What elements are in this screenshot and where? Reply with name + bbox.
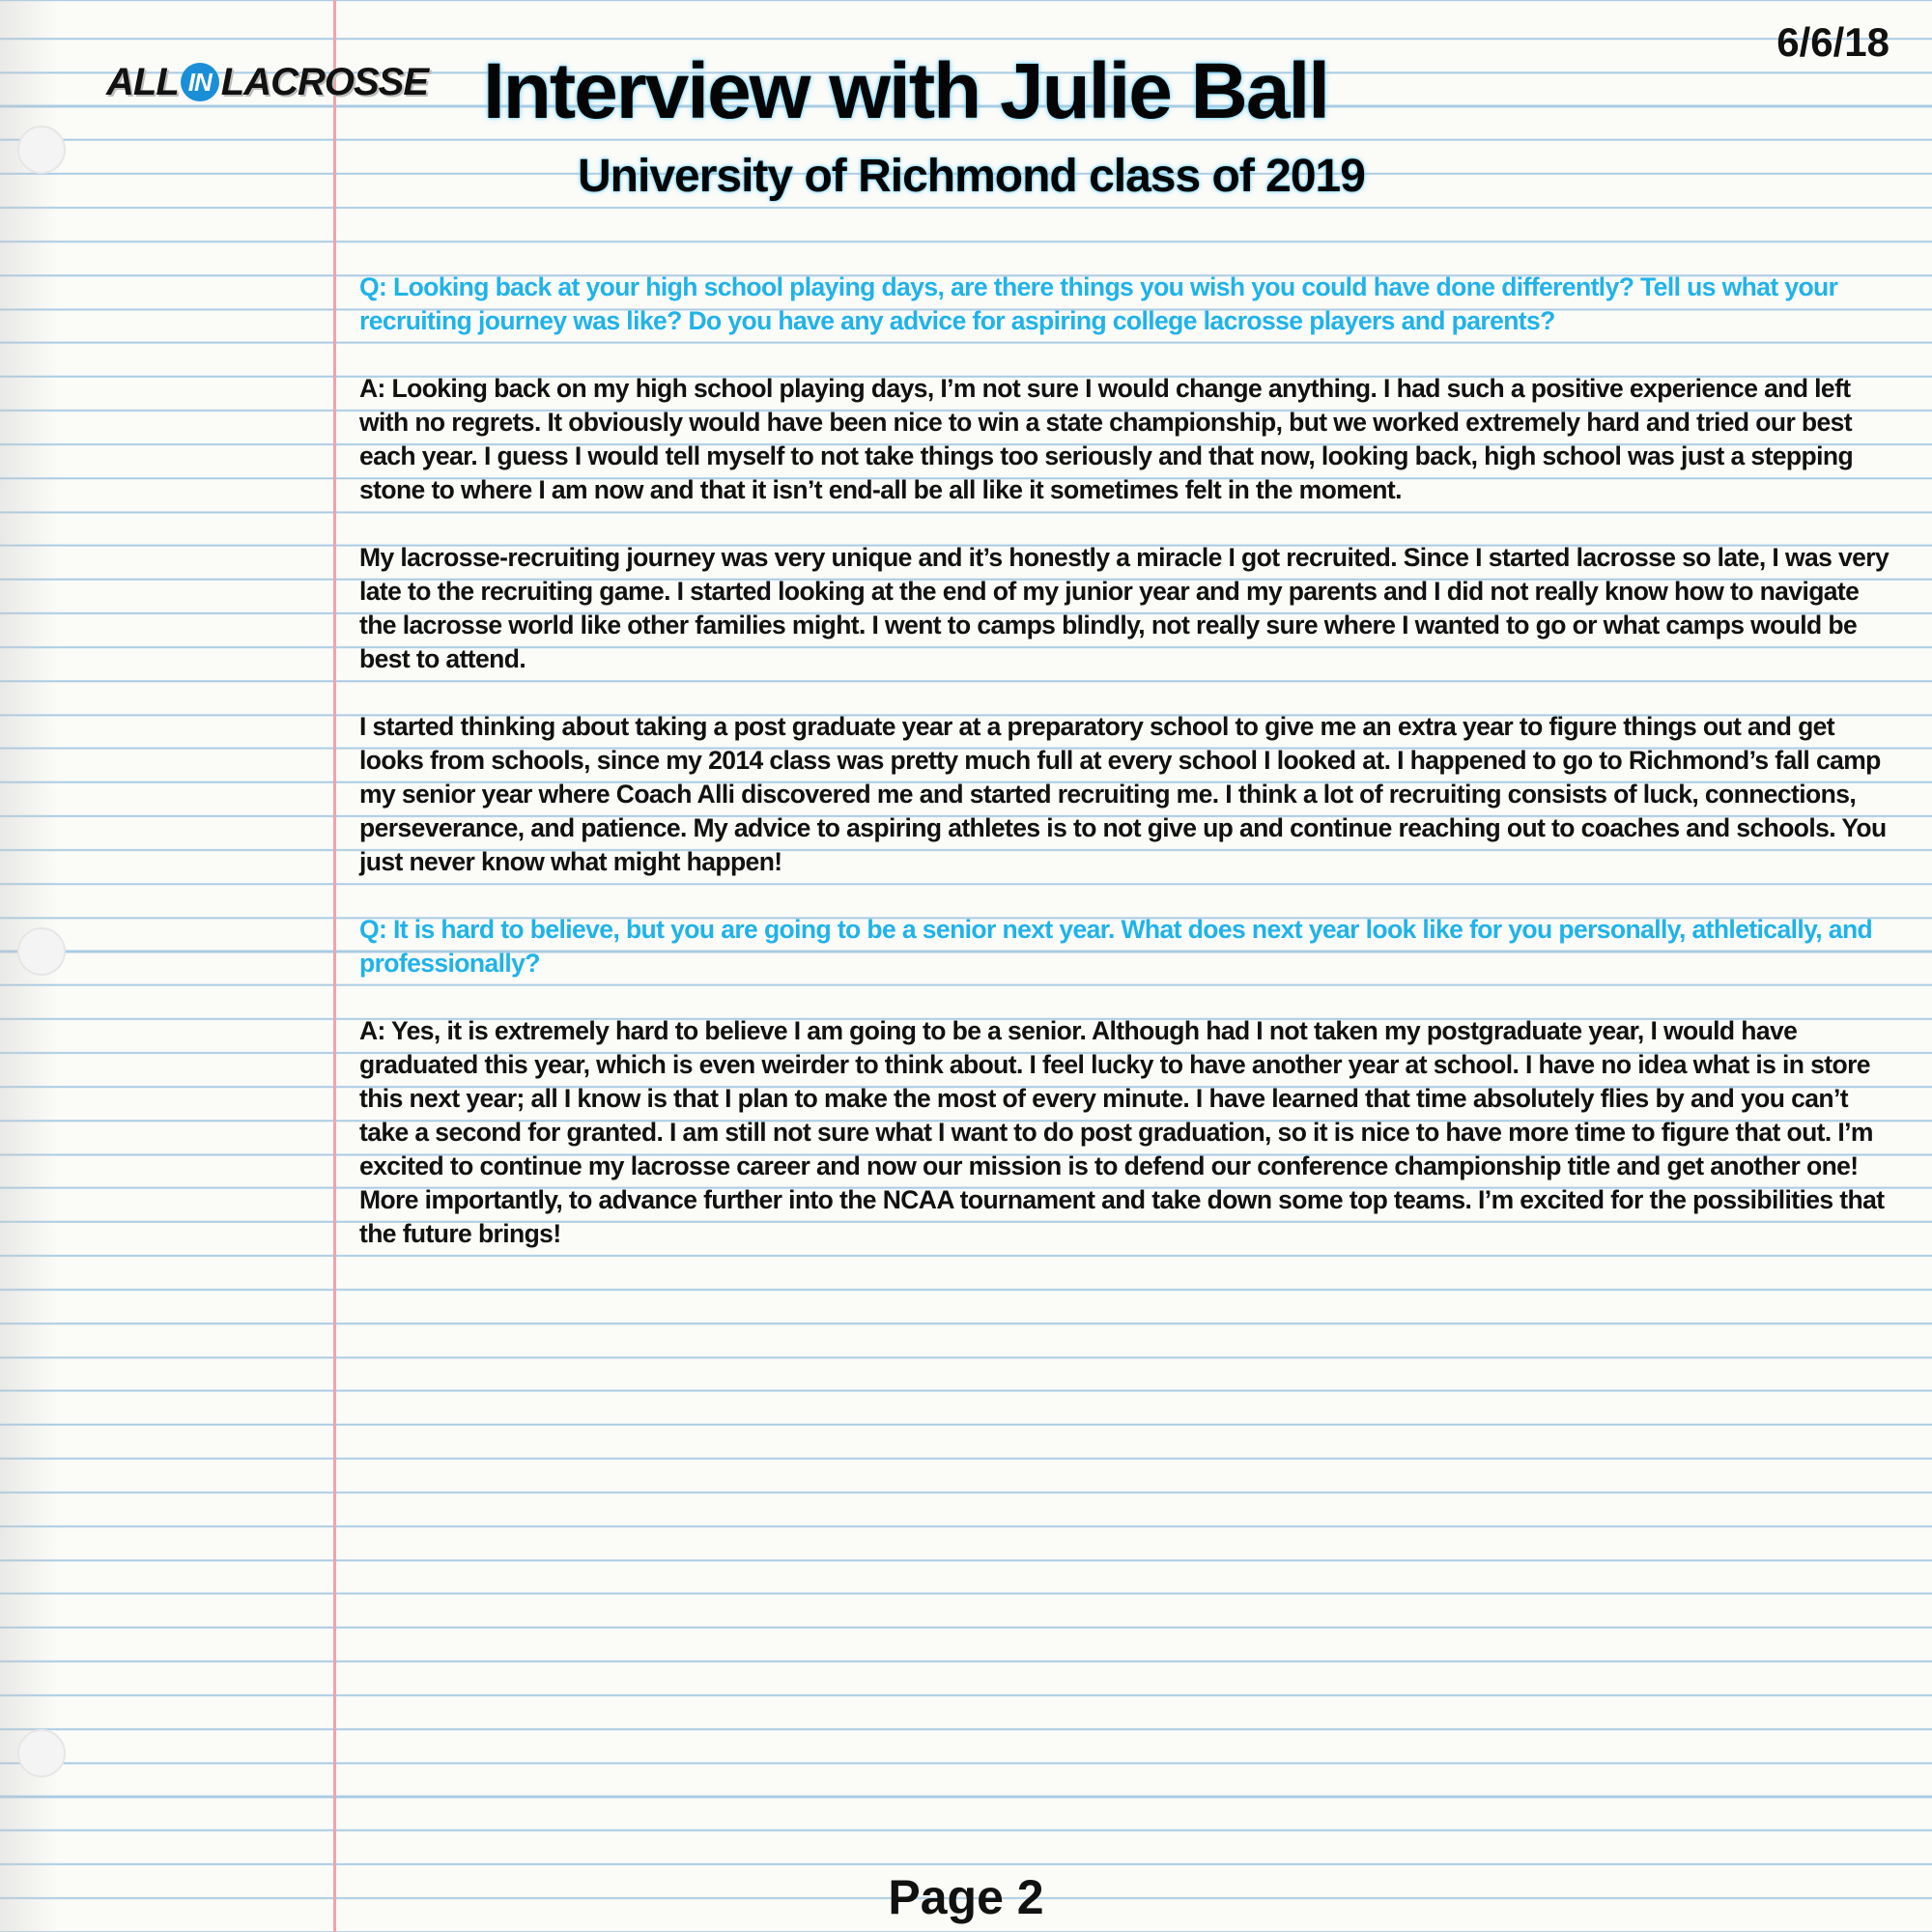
answer-paragraph: A: Looking back on my high school playing days, I’m not sure I would change anything. I had such a positive experience and left with no regrets. It obviously would have been nice to win a state championship, but we worked extremely hard and tried our best each year. I guess I would tell myself to not take things too seriously and that now, looking back, high school was just a stepping stone to where I am now and that it isn’t end-all be all like it sometimes felt in the moment. xyxy=(359,374,1854,504)
answer-paragraph: My lacrosse-recruiting journey was very unique and it’s honestly a miracle I got recruited. Since I started lacrosse so late, I was very late to the recruiting game. I started looking at the end of my junior year and my parents and I did not really know how to navigate the lacrosse world like other families might. I went to camps blindly, not really sure where I wanted to go or what camps would be best to attend. xyxy=(359,543,1889,673)
binder-hole xyxy=(17,126,66,174)
logo-text-right: LACROSSE xyxy=(220,60,429,103)
binder-hole xyxy=(17,927,66,976)
question-paragraph: Q: It is hard to believe, but you are going to be a senior next year. What does next year look like for you personally, athletically, and professionally? xyxy=(359,915,1873,978)
answer-paragraph: I started thinking about taking a post graduate year at a preparatory school to give me an extra year to figure things out and get looks from schools, since my 2014 class was pretty much full at every school I looked at. I happened to go to Richmond’s fall camp my senior year where Coach Alli discovered me and started recruiting me. I think a lot of recruiting consists of luck, connections, perseverance, and patience. My advice to aspiring athletes is to not give up and continue reaching out to coaches and schools. You just never know what might happen! xyxy=(359,712,1887,876)
margin-line xyxy=(333,0,336,1932)
logo-ball-icon: IN xyxy=(181,63,219,101)
date: 6/6/18 xyxy=(1776,19,1889,65)
binder-hole xyxy=(17,1729,66,1777)
answer-paragraph: A: Yes, it is extremely hard to believe I am going to be a senior. Although had I not taken my postgraduate year, I would have graduated this year, which is even weirder to think about. I feel lucky to have another year at school. I have no idea what is in store this next year; all I know is that I plan to make the most of every minute. I have learned that time absolutely flies by and you can’t take a second for granted. I am still not sure what I want to do post graduation, so it is nice to have more time to figure that out. I’m excited to continue my lacrosse career and now our mission is to defend our conference championship title and get another one! More importantly, to advance further into the NCAA tournament and take down some top teams. I’m excited for the possibilities that the future brings! xyxy=(359,1016,1885,1248)
page-title: Interview with Julie Ball xyxy=(483,47,1329,135)
all-in-lacrosse-logo xyxy=(106,58,428,106)
page-subtitle: University of Richmond class of 2019 xyxy=(578,151,1365,202)
page-number: Page 2 xyxy=(888,1870,1044,1924)
question-paragraph: Q: Looking back at your high school playing days, are there things you wish you could have done differently? Tell us what your recruiting journey was like? Do you have any advice for aspiring college lacrosse players and parents? xyxy=(359,272,1838,335)
logo-text-left: ALL xyxy=(106,60,179,103)
interview-body xyxy=(359,270,1900,1285)
